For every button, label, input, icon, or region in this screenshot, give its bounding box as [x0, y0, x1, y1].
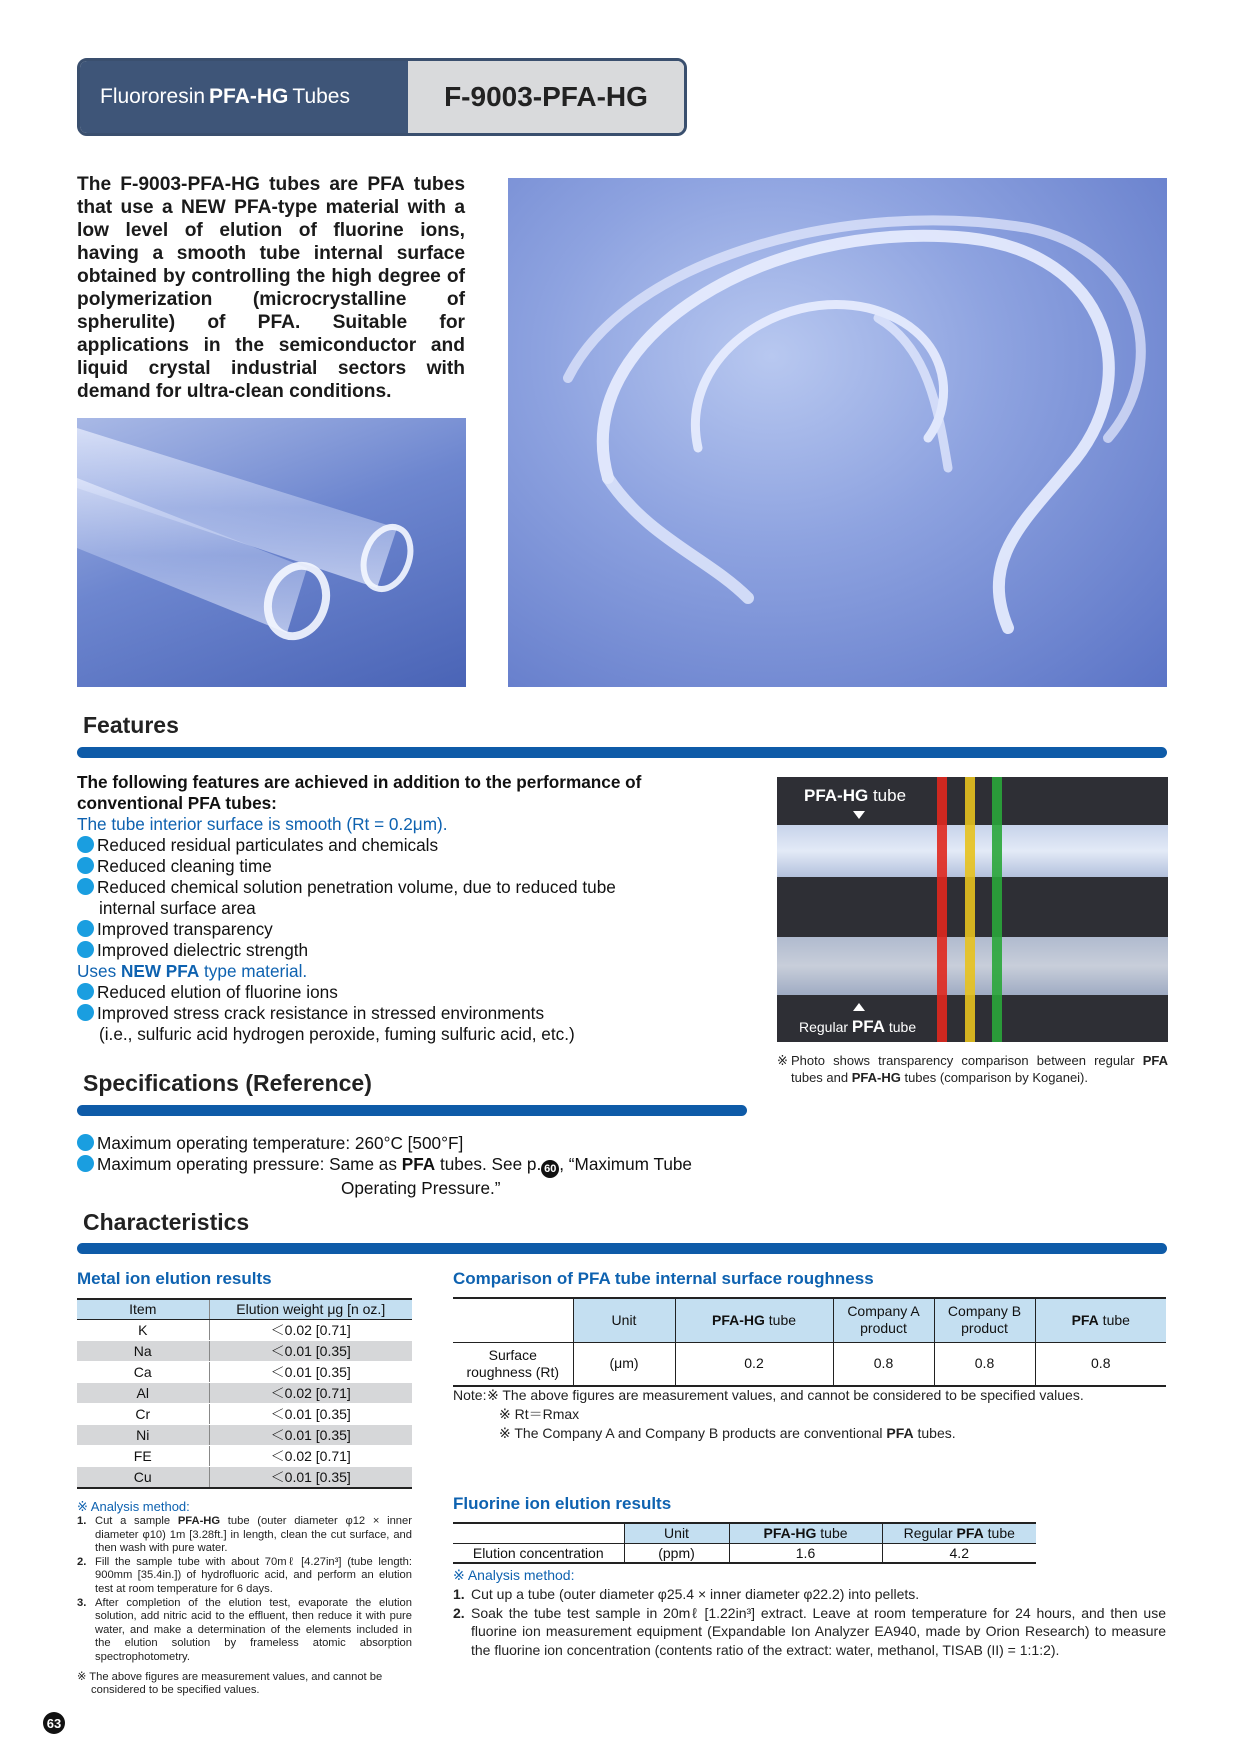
header-text: tube	[764, 1311, 797, 1328]
feature-item	[77, 982, 677, 1003]
spec-bold: PFA	[401, 1154, 436, 1174]
caption-text: tubes and	[791, 1070, 852, 1085]
intro-text: -type material with a low level of elution of fluorine ions, having a smooth tube internal surface obtained by controlling the high degree of polymerization (microcrystalline of spherulite) of	[77, 197, 466, 333]
row-label	[453, 1342, 573, 1386]
table-header-row	[453, 1523, 1036, 1543]
bullet-icon	[77, 1155, 94, 1172]
cell-value: 0.8	[1035, 1342, 1166, 1386]
feature-item-cont: internal surface area	[99, 898, 256, 918]
intro-text: tubes are	[259, 174, 368, 195]
row-label: Elution concentration	[453, 1543, 624, 1563]
hg-tube-label	[804, 786, 906, 806]
step-text: Cut a sample	[95, 1515, 178, 1527]
step-number: 3.	[77, 1596, 87, 1609]
step-text: tube (outer diameter φ12 × inner diameter φ10) 1m [3.28ft.] in length, clean the cut surface, and then wash with pure water.	[95, 1515, 412, 1555]
feature-item	[77, 856, 677, 877]
cell-value: ＜0.02 [0.71]	[209, 1382, 412, 1403]
series-bold: PFA-HG	[209, 85, 289, 108]
characteristics-divider	[77, 1243, 1167, 1254]
table-row	[453, 1342, 1166, 1386]
coiled-tubes-illustration	[508, 178, 1167, 687]
intro-paragraph	[77, 173, 465, 403]
metal-ion-method	[77, 1499, 412, 1698]
col-header-blank	[453, 1298, 573, 1342]
intro-text: tubes that use a	[77, 174, 465, 218]
method-title	[453, 1566, 1166, 1585]
note-label: Note:	[453, 1387, 487, 1403]
cell-value: 4.2	[882, 1543, 1036, 1563]
feature-text: Reduced chemical solution penetration volume, due to reduced tube	[97, 877, 616, 897]
method-title-text: ※ Analysis method:	[453, 1567, 575, 1583]
cell-item: Ni	[77, 1424, 209, 1445]
feature-item	[77, 919, 677, 940]
step-number: 1.	[77, 1515, 87, 1527]
intro-bold: NEW PFA	[181, 197, 272, 218]
col-header-weight: Elution weight μg [n oz.]	[209, 1299, 412, 1319]
product-header	[77, 58, 687, 136]
cell-item: K	[77, 1319, 209, 1340]
group-text: Uses	[77, 961, 121, 981]
cell-value: 0.2	[675, 1342, 833, 1386]
metal-ion-title: Metal ion elution results	[77, 1269, 272, 1288]
cell-value: ＜0.01 [0.35]	[209, 1466, 412, 1488]
method-step	[77, 1556, 412, 1597]
table-row	[77, 1340, 412, 1361]
coiled-tubes-photo	[508, 178, 1167, 687]
table-row	[77, 1466, 412, 1488]
header-text: tube	[816, 1525, 848, 1542]
feature-text: Improved transparency	[97, 919, 273, 939]
step-text: Fill the sample tube with about 70mℓ [4.27in³] (tube length: 900mm [35.4in.]) of hydrofluoric acid, and perform an elution test at room temperature for 6 days.	[95, 1555, 412, 1595]
spec-text: , “Maximum Tube	[559, 1154, 692, 1174]
fluorine-table	[453, 1522, 1036, 1564]
note-line	[453, 1424, 1166, 1443]
intro-bold: F-9003-PFA-HG	[120, 174, 260, 195]
cell-item: Cu	[77, 1466, 209, 1488]
tube-closeup-illustration	[77, 418, 466, 687]
fluorine-title: Fluorine ion elution results	[453, 1494, 672, 1513]
cell-item: Na	[77, 1340, 209, 1361]
table-row	[77, 1403, 412, 1424]
bullet-icon	[77, 983, 94, 1000]
spec-item	[77, 1154, 777, 1178]
note-line: ※ Rt＝Rmax	[499, 1405, 580, 1422]
cell-value: 0.8	[934, 1342, 1035, 1386]
cell-value: ＜0.02 [0.71]	[209, 1319, 412, 1340]
label-text: tube	[868, 786, 907, 805]
feature-text: Improved stress crack resistance in stressed environments	[97, 1003, 545, 1023]
table-row	[453, 1543, 1036, 1563]
col-header-blank	[453, 1523, 624, 1543]
method-step	[77, 1515, 412, 1556]
method-step: 2. Soak the tube test sample in 20mℓ [1.22in³] extract. Leave at room temperature for 24 hours, and then use fluorine ion measurement equipment (Expandable Ion Analyzer EA940, made by Orion Research) to measure the fluorine ion concentration (contents ratio of the extract: water, methanol, TISAB (II) = 1:1:2).	[453, 1604, 1166, 1659]
cell-item: Al	[77, 1382, 209, 1403]
header-text: Company A	[847, 1303, 920, 1320]
feature-group-title	[77, 961, 677, 982]
bullet-icon	[77, 920, 94, 937]
cell-value: ＜0.01 [0.35]	[209, 1340, 412, 1361]
label-text: Regular	[799, 1019, 852, 1035]
table-row	[77, 1445, 412, 1466]
step-text: After completion of the elution test, evaporate the elution solution, add nitric acid to the effluent, then reduce it with pure water, and make a determination of the elements included in the elution solution by frameless atomic absorption spectrophotometry.	[95, 1596, 412, 1663]
table-row	[77, 1424, 412, 1445]
feature-text: Reduced cleaning time	[97, 856, 272, 876]
features-divider	[77, 747, 1167, 758]
bullet-icon	[77, 1134, 94, 1151]
fluorine-method	[453, 1566, 1166, 1660]
feature-group-title: The tube interior surface is smooth (Rt = 0.2μm).	[77, 814, 448, 834]
bullet-icon	[77, 1004, 94, 1021]
features-list	[77, 772, 677, 1045]
header-bold: PFA-HG	[711, 1311, 765, 1328]
regular-tube-label	[799, 1017, 916, 1037]
step-text: Cut up a tube (outer diameter φ25.4 × inner diameter φ22.2) into pellets.	[471, 1585, 920, 1602]
spec-text: Maximum operating pressure: Same as	[97, 1154, 402, 1174]
feature-item	[77, 835, 677, 856]
table-header-row	[453, 1298, 1166, 1342]
bullet-icon	[77, 941, 94, 958]
feature-text: Improved dielectric strength	[97, 940, 309, 960]
group-text: type material.	[199, 961, 308, 981]
header-text: Regular	[903, 1525, 957, 1542]
note-line	[453, 1386, 1166, 1405]
cell-value: ＜0.01 [0.35]	[209, 1403, 412, 1424]
specs-divider	[77, 1105, 747, 1116]
spec-item	[77, 1133, 777, 1154]
header-text: product	[961, 1320, 1008, 1337]
col-header-unit: Unit	[573, 1298, 675, 1342]
label-bold: PFA-HG	[804, 786, 869, 805]
caption-mark: ※	[777, 1053, 788, 1068]
features-lead: The following features are achieved in addition to the performance of conventional PFA tubes:	[77, 772, 642, 813]
specs-list	[77, 1133, 777, 1199]
bullet-icon	[77, 857, 94, 874]
metal-ion-table	[77, 1298, 412, 1489]
method-title	[77, 1499, 412, 1515]
metal-ion-note: ※ The above figures are measurement values, and cannot be considered to be specified values.	[77, 1670, 383, 1697]
transparency-comparison-photo	[777, 777, 1168, 1042]
header-bold: PFA	[1071, 1311, 1099, 1328]
method-step	[77, 1597, 412, 1665]
intro-text: . Suitable for applications in the semiconductor and liquid crystal industrial sectors with demand for ultra-clean conditions.	[77, 312, 466, 402]
cell-value: ＜0.01 [0.35]	[209, 1424, 412, 1445]
series-pre: Fluororesin	[100, 85, 206, 108]
note-text: ※ The above figures are measurement values, and cannot be considered to be specified values.	[487, 1387, 1084, 1403]
col-header-hg	[675, 1298, 833, 1342]
transparency-illustration	[777, 777, 1168, 1042]
feature-item	[77, 1003, 677, 1024]
group-bold: NEW PFA	[120, 961, 200, 981]
label-text: tube	[884, 1019, 917, 1035]
roughness-title: Comparison of PFA tube internal surface roughness	[453, 1269, 874, 1288]
feature-text: Reduced residual particulates and chemicals	[97, 835, 439, 855]
feature-item	[77, 940, 677, 961]
table-header-row	[77, 1299, 412, 1319]
col-header-pfa	[1035, 1298, 1166, 1342]
model-number: F-9003-PFA-HG	[408, 61, 684, 133]
feature-item-cont: (i.e., sulfuric acid hydrogen peroxide, fuming sulfuric acid, etc.)	[99, 1024, 575, 1044]
caption-bold: PFA	[1142, 1053, 1168, 1068]
caption-bold: PFA-HG	[851, 1070, 901, 1085]
tube-closeup-photo	[77, 418, 466, 687]
page-number: 63	[43, 1712, 65, 1734]
note-text: tubes.	[913, 1424, 956, 1441]
step-bold: PFA-HG	[177, 1515, 221, 1527]
note-bold: PFA	[886, 1424, 914, 1441]
cell-value: 1.6	[729, 1543, 882, 1563]
caption-text: tubes (comparison by Koganei).	[900, 1070, 1088, 1085]
cell-item: Cr	[77, 1403, 209, 1424]
spec-item-cont: Operating Pressure.”	[341, 1178, 501, 1198]
row-label-text: Surface	[488, 1346, 537, 1363]
label-bold: PFA	[851, 1017, 885, 1036]
intro-bold: PFA	[257, 312, 295, 333]
header-text: tube	[1098, 1311, 1130, 1328]
bullet-icon	[77, 878, 94, 895]
series-post: Tubes	[292, 85, 350, 108]
intro-text: The	[77, 174, 121, 195]
cell-unit: (ppm)	[624, 1543, 729, 1563]
header-text: product	[860, 1320, 907, 1337]
header-text: Company B	[947, 1303, 1022, 1320]
table-row	[77, 1361, 412, 1382]
row-label-text: roughness (Rt)	[466, 1363, 560, 1380]
step-number: 2.	[77, 1555, 87, 1568]
col-header-unit: Unit	[624, 1523, 729, 1543]
roughness-table	[453, 1297, 1166, 1387]
header-bold: PFA-HG	[763, 1525, 817, 1542]
roughness-notes	[453, 1386, 1166, 1442]
table-row	[77, 1319, 412, 1340]
table-row	[77, 1382, 412, 1403]
cell-value: 0.8	[833, 1342, 934, 1386]
col-header-company-b	[934, 1298, 1035, 1342]
header-bold: PFA	[956, 1525, 984, 1542]
page-ref-badge: 60	[541, 1160, 559, 1178]
step-text: Soak the tube test sample in 20mℓ [1.22in³] extract. Leave at room temperature for 24 hours, and then use fluorine ion measurement equipment (Expandable Ion Analyzer EA940, made by Orion Research) to measure the fluorine ion concentration (contents ratio of the extract: water, methanol, TISAB (II) = 1:1:2).	[471, 1604, 1166, 1659]
features-title: Features	[83, 712, 179, 738]
method-title-text: ※ Analysis method:	[77, 1499, 190, 1514]
cell-value: ＜0.02 [0.71]	[209, 1445, 412, 1466]
col-header-regular	[882, 1523, 1036, 1543]
feature-item	[77, 877, 677, 898]
col-header-item: Item	[77, 1299, 209, 1319]
spec-text: tubes. See p.	[435, 1154, 542, 1174]
cell-value: ＜0.01 [0.35]	[209, 1361, 412, 1382]
method-step: 1. Cut up a tube (outer diameter φ25.4 × inner diameter φ22.2) into pellets.	[453, 1585, 920, 1602]
col-header-hg	[729, 1523, 882, 1543]
feature-text: Reduced elution of fluorine ions	[97, 982, 338, 1002]
specs-title: Specifications (Reference)	[83, 1070, 372, 1096]
header-text: tube	[983, 1525, 1015, 1542]
series-label	[80, 61, 408, 133]
intro-bold: PFA	[367, 174, 405, 195]
caption-text: Photo shows transparency comparison between regular	[791, 1053, 1143, 1068]
bullet-icon	[77, 836, 94, 853]
characteristics-title: Characteristics	[83, 1209, 250, 1235]
cell-unit: (μm)	[573, 1342, 675, 1386]
cell-item: FE	[77, 1445, 209, 1466]
spec-text: Maximum operating temperature: 260°C [500°F]	[97, 1133, 464, 1153]
col-header-company-a	[833, 1298, 934, 1342]
photo-caption	[777, 1052, 1168, 1086]
note-text: ※ The Company A and Company B products are conventional	[499, 1424, 887, 1441]
cell-item: Ca	[77, 1361, 209, 1382]
